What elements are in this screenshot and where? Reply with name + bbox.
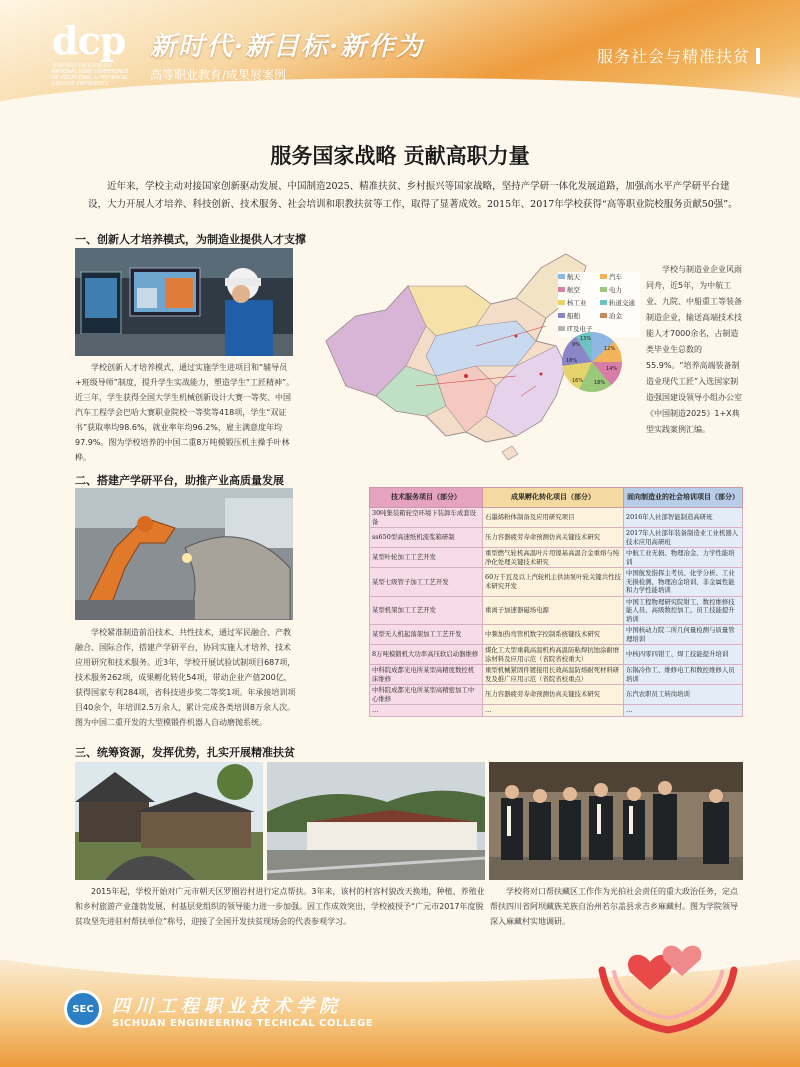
- legend-row: [558, 272, 640, 281]
- table-cell: 60万千瓦及以上汽轮机主供油泵叶轮关键共性技术研究开发: [483, 568, 624, 597]
- logo-text: dcp: [52, 18, 126, 63]
- control-room-image: [75, 248, 293, 356]
- dcp-logo: [52, 18, 136, 87]
- table-row: [370, 685, 743, 705]
- slogan: 新时代·新目标·新作为: [150, 32, 425, 62]
- theme-label-bar: [756, 48, 760, 64]
- table-cell: 某型叶轮加工工艺开发: [370, 548, 483, 568]
- robot-grinding-image: [75, 488, 293, 620]
- table-row: [370, 528, 743, 548]
- legend-item-ship: [558, 311, 598, 320]
- table-cell: 2017年人社部年装备制造业工业机器人技术应用高研班: [624, 528, 743, 548]
- table-row: [370, 596, 743, 625]
- photo-robot-grinding: [75, 488, 293, 620]
- legend-item-metallurgy: [600, 311, 640, 320]
- college-name-cn: 四川工程职业技术学院: [112, 996, 342, 1017]
- photo-new-village: [267, 762, 485, 880]
- legend-row: [558, 285, 640, 294]
- section3-caption-left: 2015年起，学校开始对广元市朝天区罗圈岩村进行定点帮扶。3年来，该村的村容村貌改天换地，种植、养殖业和乡村旅游产业蓬勃发展，村基层党组织的领导能力进一步加强。因工作成效突出，学校被授予“广元市2017年度脱贫攻坚先进驻村帮扶单位”称号，迎接了全国开发扶贫现场会的代表参观学习。: [75, 887, 485, 926]
- table-cell: 压力容器疲劳寿命预测仿真关键技术研究: [483, 685, 624, 705]
- pie-label: 16%: [572, 378, 584, 384]
- table-cell: ss650型高速纸机流浆箱研制: [370, 528, 483, 548]
- legend-swatch: [558, 274, 565, 279]
- table-row: [370, 645, 743, 665]
- table-cell: …: [624, 705, 743, 717]
- legend-row: [558, 324, 640, 333]
- table-cell: …: [483, 705, 624, 717]
- section3-caption-right: 学校将对口帮扶藏区工作作为光拍社会责任的重大政治任务，定点帮扶四川省阿坝藏族羌族自治州若尔盖县求吉乡麻藏村。图为学院领导深入麻藏村实地调研。: [490, 887, 738, 926]
- table-header-row: [370, 488, 743, 508]
- table-row: [370, 705, 743, 717]
- table-cell: 重型机械紧固件镀接用长效高温防熔耐死材料研发及推广应用示范（省院省校重点）: [483, 665, 624, 685]
- pie-label: 13%: [580, 336, 592, 342]
- leaders-visit-image: [489, 762, 743, 880]
- table-row: [370, 568, 743, 597]
- table-cell: 煤化工大型重载高温机构高温防粘焊抗蚀涂耐磨涂材料及应用示范（省院省校重大）: [483, 645, 624, 665]
- table-cell: 30吨集装箱轮空环境下装卸车成套设备: [370, 508, 483, 528]
- section1-caption: 学校创新人才培养模式，通过实施学生进项目和“辅导员+班级导师”制度，提升学生实战能力，塑造学生“工匠精神”。近三年，学生获得全国大学生机械创新设计大赛一等奖、中国汽车工程学会巴哈大赛职业院校一等奖等418项，学生“双证书”获取率均98.6%，就业率年均96.2%，雇主满意度年均97.9%。图为学校培养的中国二重8万吨模锻压机主操手叶林桦。: [75, 363, 295, 462]
- table-cell: 中国核动力院二所几何量检测与质量管理培训: [624, 625, 743, 645]
- legend-item-automotive: [600, 272, 640, 281]
- table-cell: 2016年人社部智能制造高研班: [624, 508, 743, 528]
- photo-leaders-visit: [489, 762, 743, 880]
- legend-label: 船舶: [567, 312, 580, 320]
- legend-swatch: [558, 326, 565, 331]
- table-cell: 中国工程物理研究院钳工、数控维修技能人员、高级数控加工、员工技能提升培训: [624, 596, 743, 625]
- legend-label: 冶金: [609, 312, 622, 320]
- pie-label: 12%: [604, 346, 616, 352]
- village-houses-image: [75, 762, 263, 880]
- table-cell: 石墨烯粉体制备及应用研究项目: [483, 508, 624, 528]
- table-cell: 中核四零四钳工、焊工技能提升培训: [624, 645, 743, 665]
- section1-title: 一、创新人才培养模式，为制造业提供人才支撑: [75, 233, 306, 246]
- table-cell: 某型机架加工工艺开发: [370, 596, 483, 625]
- table-cell: 8万吨模锻机大功率高压软启动器维修: [370, 645, 483, 665]
- photo-control-room: [75, 248, 293, 356]
- legend-item-rail: [600, 298, 640, 307]
- section2-caption: 学校紧准制造前沿技术、共性技术，通过军民融合、产教融合、国际合作，搭建产学研平台，协同实施人才培养、技术应用研究和技术服务。近3年，学校开展试验试制项目687项，技术服务262项，成果孵化转化54项，带动企业产值200亿，获得国家专利284项，省科技进步奖二等奖1项。年承接培训项目40余个，年培训2.5万余人，累计完成各类培训8万余人次。图为中国二重开发的大型模锻件机器人自动磨抛系统。: [75, 628, 296, 727]
- table-cell: 重型燃气轮机高温叶片用镍基高温合金重熔与纯净化处理关键技术研究: [483, 548, 624, 568]
- legend-item-aviation: [558, 285, 598, 294]
- legend-swatch: [600, 287, 607, 292]
- table-cell: 某型七级管子加工工艺开发: [370, 568, 483, 597]
- hands-hearts-graphic: [594, 922, 742, 1042]
- legend-item-power: [600, 285, 640, 294]
- legend-label: 核工业: [567, 299, 587, 307]
- legend-label: 电力: [609, 286, 622, 294]
- logo-subtitle: 全国高职高专校长联席会议 NATIONAL JOINT CONFERENCE OF VOCATIONAL & TECHNICAL COLLEGE PRESIDENTS: [52, 63, 129, 87]
- table-cell: 中频加热弯管机数字控制系统键技术研究: [483, 625, 624, 645]
- legend-label: 航空: [567, 286, 580, 294]
- page-title: 服务国家战略 贡献高职力量: [270, 143, 530, 168]
- legend-swatch: [600, 300, 607, 305]
- table-header-training: 面向制造业的社会培训项目（部分）: [624, 488, 743, 508]
- college-name-en: SICHUAN ENGINEERING TECHICAL COLLEGE: [112, 1018, 374, 1029]
- map-legend: [558, 272, 640, 337]
- legend-label: 航天: [567, 273, 580, 281]
- legend-row: [558, 311, 640, 320]
- pie-label: 18%: [594, 380, 606, 386]
- table-header-tech-service: 技术服务项目（部分）: [370, 488, 483, 508]
- table-cell: 中航工业无损、物理冶金、力学性能培训: [624, 548, 743, 568]
- pie-label: 9%: [572, 342, 580, 348]
- pie-label: 14%: [606, 366, 618, 372]
- table-header-achievement: 成果孵化转化项目（部分）: [483, 488, 624, 508]
- table-cell: 压力容器疲劳寿命预测仿真关键技术研究: [483, 528, 624, 548]
- projects-table: [369, 487, 743, 717]
- table-row: [370, 508, 743, 528]
- legend-swatch: [600, 274, 607, 279]
- legend-label: 轨道交通: [609, 299, 635, 307]
- section3-title: 三、统筹资源，发挥优势，扎实开展精准扶贫: [75, 746, 295, 759]
- legend-label: 汽车: [609, 273, 622, 281]
- legend-swatch: [558, 313, 565, 318]
- intro-paragraph: 近年来，学校主动对接国家创新驱动发展、中国制造2025、精准扶贫、乡村振兴等国家战略，坚持产学研一体化发展道路，加强高水平产学研平台建设，大力开展人才培养、科技创新、技术服务、社会培训和职教扶贫等工作，取得了显著成效。2015年、2017年学校获得“高等职业院校服务贡献50强”。: [88, 181, 738, 210]
- table-row: [370, 548, 743, 568]
- header-subtitle: 高等职业教育/成果展案例: [150, 68, 287, 82]
- table-cell: 东汽农职员工转岗培训: [624, 685, 743, 705]
- theme-label-text: 服务社会与精准扶贫: [596, 47, 750, 66]
- section1-side-text: 学校与制造业企业风雨同舟，近5年，为中航工业、九院、中船重工等装备制造企业，输送高端技术技能人才7000余名，占制造类毕业生总数的55.9%。“培养高端装备制造业现代工匠”入选国家制造强国建设领导小组办公室《中国制造2025》1+X典型实践案例汇编。: [646, 265, 742, 434]
- legend-swatch: [558, 287, 565, 292]
- college-logo-icon: SEC: [64, 990, 102, 1028]
- legend-item-nuclear: [558, 298, 598, 307]
- photo-village-houses: [75, 762, 263, 880]
- legend-item-aerospace: [558, 272, 598, 281]
- table-row: [370, 665, 743, 685]
- table-cell: 中科院成都光电所某型高精度数控机床维修: [370, 665, 483, 685]
- table-cell: 某型无人机起落架加工工艺开发: [370, 625, 483, 645]
- legend-label: IT及电子: [567, 325, 593, 333]
- table-cell: 中科院成都光电所某型高精密加工中心维修: [370, 685, 483, 705]
- legend-item-it: [558, 324, 640, 333]
- table-cell: 重离子加速器磁场电源: [483, 596, 624, 625]
- poster-header: [0, 0, 800, 125]
- hands-hearts-icon: [594, 922, 742, 1042]
- table-cell: 东锅冷作工、维修电工和数控维修人员培训: [624, 665, 743, 685]
- legend-row: [558, 298, 640, 307]
- table-cell: …: [370, 705, 483, 717]
- table-cell: 中国航发指挥主考员、化学分析、工业无损检测、物理冶金培训、非金属性能和力学性能培训: [624, 568, 743, 597]
- legend-swatch: [558, 300, 565, 305]
- legend-swatch: [600, 313, 607, 318]
- section2-title: 二、搭建产学研平台，助推产业高质量发展: [75, 474, 284, 487]
- new-village-image: [267, 762, 485, 880]
- table-row: [370, 625, 743, 645]
- pie-label: 18%: [566, 358, 578, 364]
- theme-label: [597, 44, 760, 67]
